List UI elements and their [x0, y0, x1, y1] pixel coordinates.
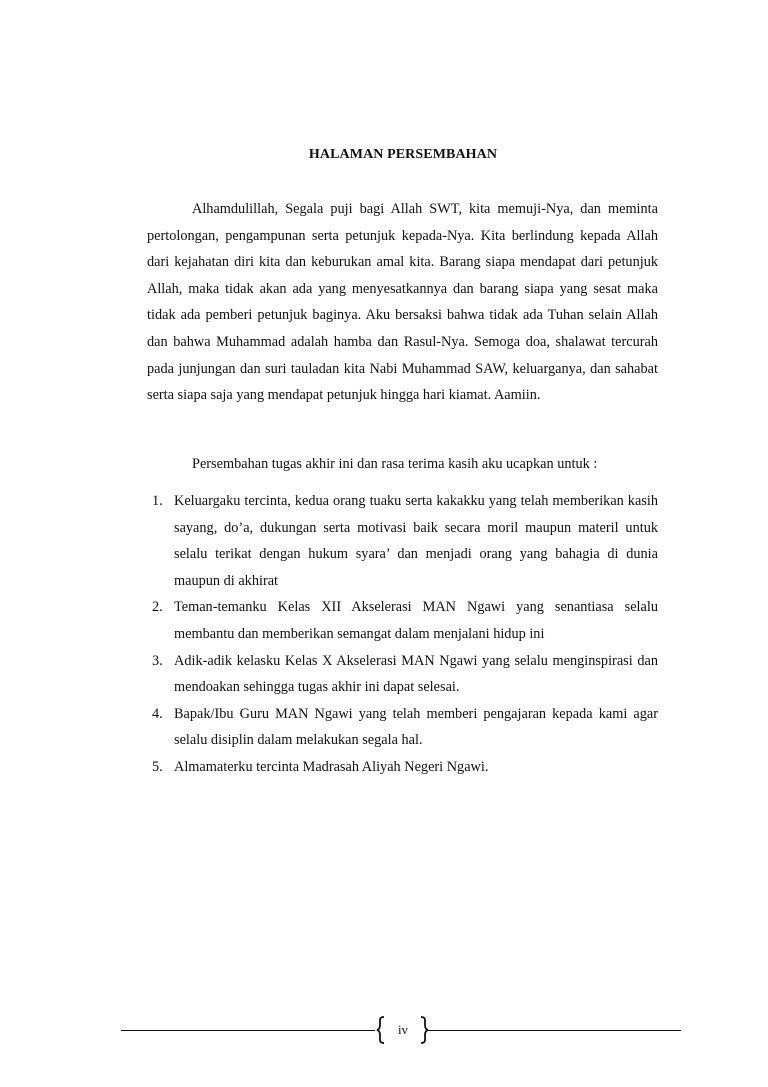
- list-item-text: Almamaterku tercinta Madrasah Aliyah Negeri Ngawi.: [174, 758, 489, 775]
- list-item-number: 5.: [152, 758, 163, 775]
- list-item-number: 4.: [152, 705, 163, 722]
- page-title: HALAMAN PERSEMBAHAN: [308, 147, 498, 162]
- list-item-text: Bapak/Ibu Guru MAN Ngawi yang telah memberi pengajaran kepada kami agar selalu disiplin dalam melakukan segala hal.: [174, 705, 658, 749]
- list-item-text: Teman-temanku Kelas XII Akselerasi MAN Ngawi yang senantiasa selalu membantu dan memberikan semangat dalam menjalani hidup ini: [174, 599, 658, 642]
- list-item-text: Adik-adik kelasku Kelas X Akselerasi MAN Ngawi yang selalu menginspirasi dan mendoakan sehingga tugas akhir ini dapat selesai.: [174, 652, 658, 696]
- list-item: [147, 488, 658, 594]
- list-item: [147, 594, 658, 647]
- opening-paragraph: Alhamdulillah, Segala puji bagi Allah SWT, kita memuji-Nya, dan meminta pertolongan, pengampunan serta petunjuk kepada-Nya. Kita berlindung kepada Allah dari kejahatan diri kita dan keburukan amal kita. Barang siapa mendapat dari petunjuk Allah, maka tidak akan ada yang menyesatkannya dan barang siapa yang sesat maka tidak ada pemberi petunjuk baginya. Aku bersaksi bahwa tidak ada Tuhan selain Allah dan bahwa Muhammad adalah hamba dan Rasul-Nya. Semoga doa, shalawat tercurah pada junjungan dan suri tauladan kita Nabi Muhammad SAW, keluarganya, dan sahabat serta siapa saja yang mendapat petunjuk hingga hari kiamat. Aamiin.: [147, 201, 658, 404]
- list-item: [147, 701, 658, 754]
- dedication-intro-paragraph: Persembahan tugas akhir ini dan rasa terima kasih aku ucapkan untuk :: [192, 456, 598, 472]
- list-item-number: 3.: [152, 652, 163, 669]
- list-item: [147, 648, 658, 701]
- list-item-number: 2.: [152, 599, 163, 616]
- list-item-number: 1.: [152, 493, 163, 509]
- footer-divider-right: [428, 1030, 681, 1031]
- dedication-list: [147, 488, 658, 781]
- list-item: [147, 754, 658, 781]
- page-number: iv: [397, 1022, 409, 1037]
- right-brace-icon: [419, 1016, 429, 1044]
- left-brace-icon: [376, 1016, 386, 1044]
- list-item-text: Keluargaku tercinta, kedua orang tuaku serta kakakku yang telah memberikan kasih sayang, do’a, dukungan serta motivasi baik secara moril maupun materil untuk selalu terikat dengan hukum syara’ dan menjadi orang yang bahagia di dunia maupun di akhirat: [174, 493, 658, 589]
- footer-divider-left: [121, 1030, 375, 1031]
